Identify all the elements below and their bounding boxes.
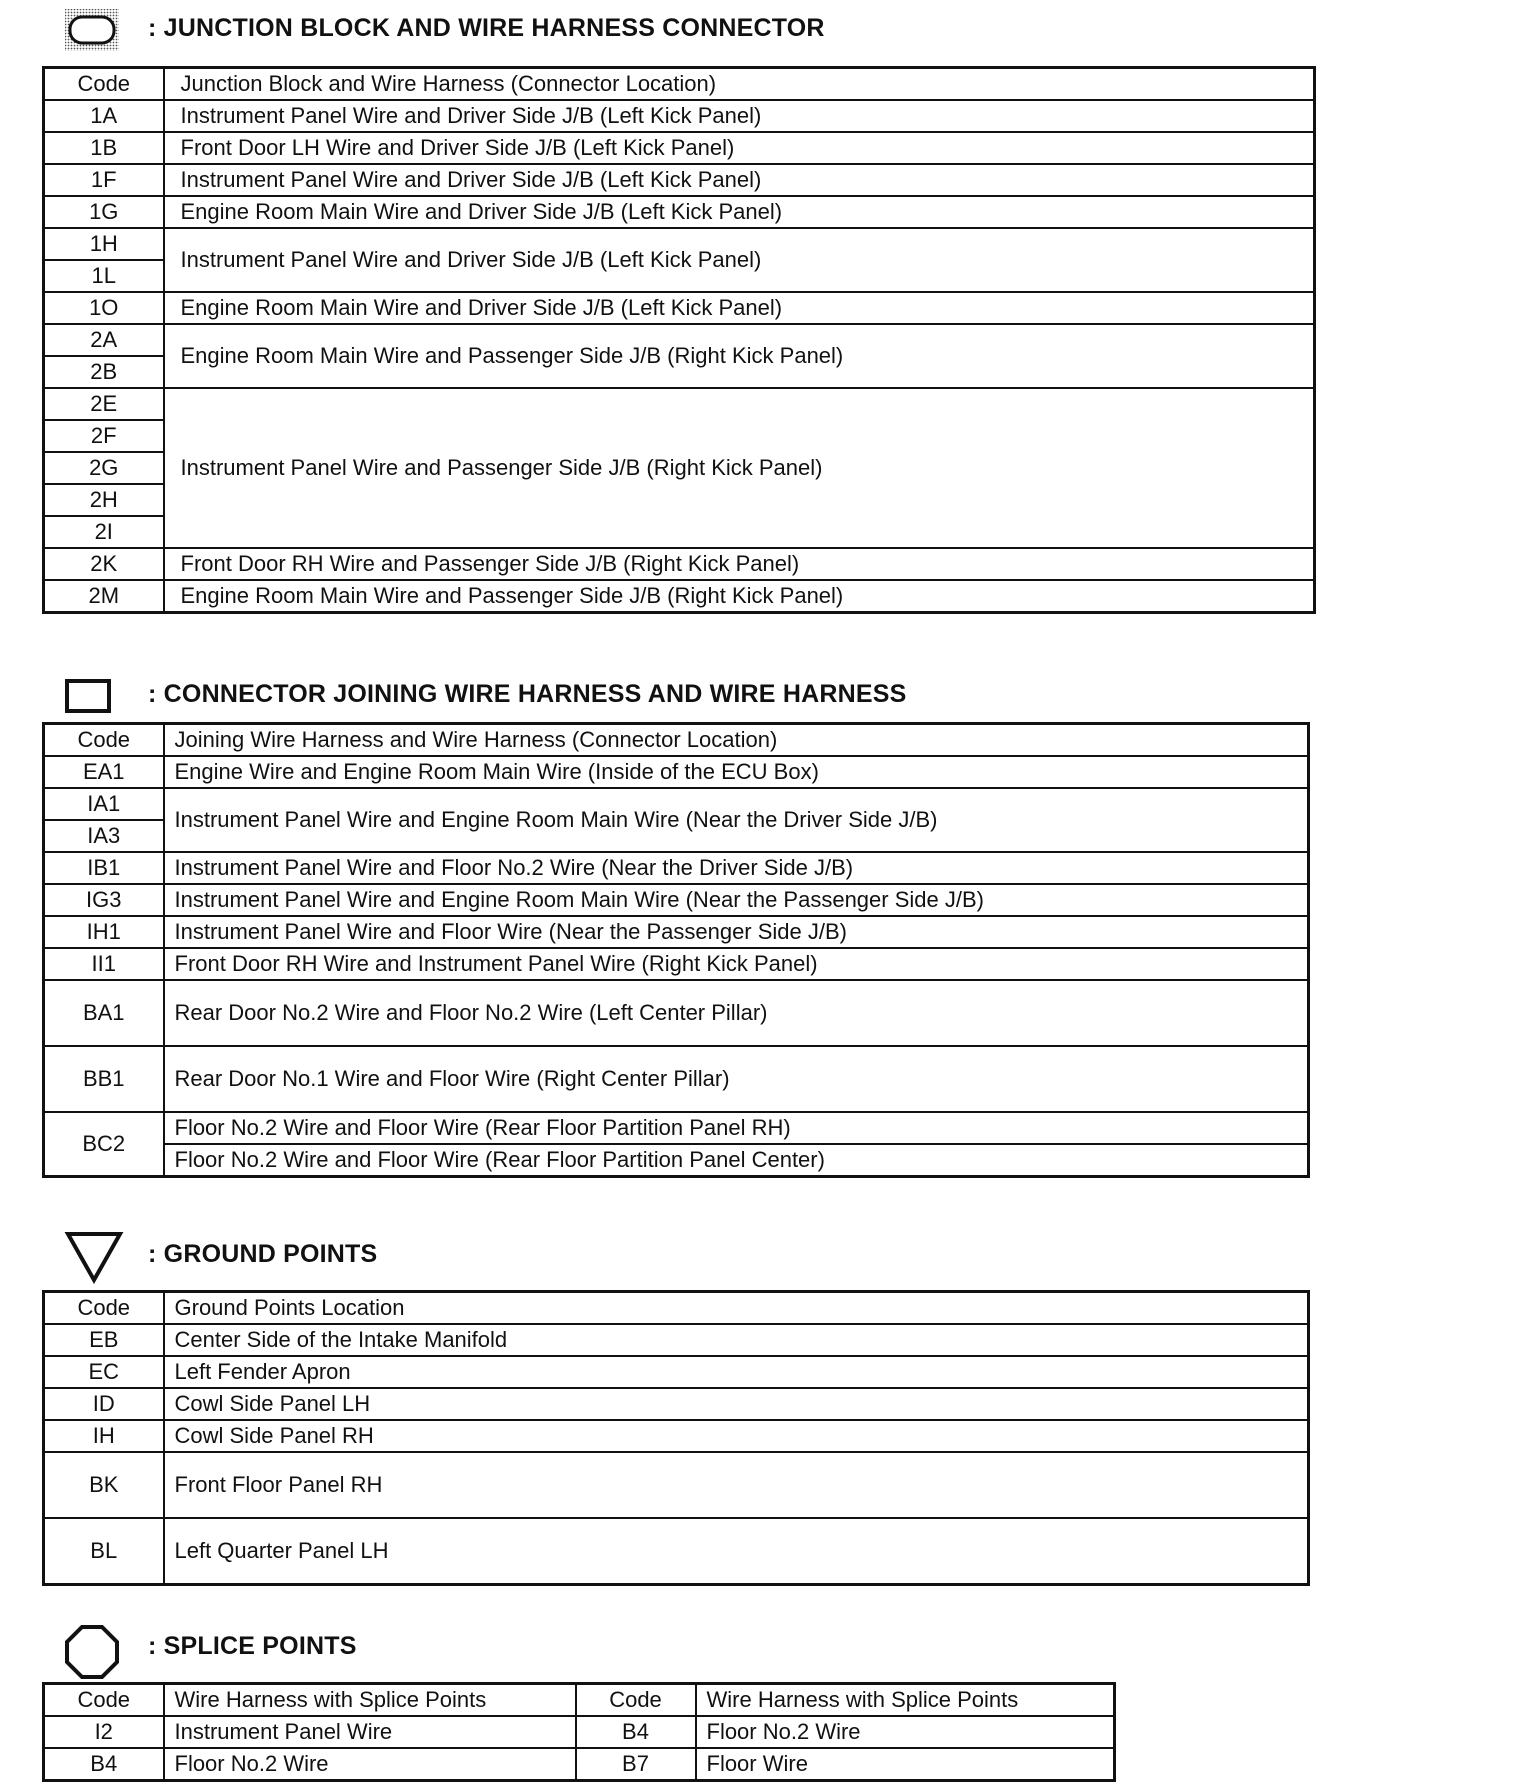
desc-cell: Rear Door No.2 Wire and Floor No.2 Wire (Left Center Pillar) xyxy=(164,980,1309,1046)
desc-cell: Engine Room Main Wire and Passenger Side J/B (Right Kick Panel) xyxy=(164,580,1315,613)
code-cell: 2F xyxy=(44,420,164,452)
code-cell: BA1 xyxy=(44,980,164,1046)
desc-cell: Instrument Panel Wire and Floor Wire (Near the Passenger Side J/B) xyxy=(164,916,1309,948)
table-row xyxy=(44,1112,1309,1144)
table-row xyxy=(44,1388,1309,1420)
desc-cell: Engine Room Main Wire and Passenger Side J/B (Right Kick Panel) xyxy=(164,324,1315,388)
code-cell: BL xyxy=(44,1518,164,1585)
connector-joining-table xyxy=(42,722,1310,1178)
code-cell: I2 xyxy=(44,1716,164,1748)
splice-octagon-icon xyxy=(64,1624,120,1680)
section-title: : JUNCTION BLOCK AND WIRE HARNESS CONNECTOR xyxy=(148,14,825,42)
header-desc: Wire Harness with Splice Points xyxy=(164,1684,576,1717)
table-row xyxy=(44,1518,1309,1585)
header-code: Code xyxy=(44,724,164,757)
desc-cell: Left Fender Apron xyxy=(164,1356,1309,1388)
table-row xyxy=(44,1420,1309,1452)
header-desc: Wire Harness with Splice Points xyxy=(696,1684,1115,1717)
code-cell: 2A xyxy=(44,324,164,356)
desc-cell: Instrument Panel Wire and Driver Side J/B (Left Kick Panel) xyxy=(164,164,1315,196)
table-header-row xyxy=(44,1292,1309,1325)
desc-cell: Instrument Panel Wire and Passenger Side J/B (Right Kick Panel) xyxy=(164,388,1315,548)
code-cell: 2K xyxy=(44,548,164,580)
table-row xyxy=(44,388,1315,420)
table-row xyxy=(44,580,1315,613)
desc-cell: Floor No.2 Wire and Floor Wire (Rear Floor Partition Panel Center) xyxy=(164,1144,1309,1177)
code-cell: II1 xyxy=(44,948,164,980)
connector-square-icon xyxy=(64,678,112,714)
desc-cell: Instrument Panel Wire and Engine Room Main Wire (Near the Driver Side J/B) xyxy=(164,788,1309,852)
table-row xyxy=(44,1144,1309,1177)
desc-cell: Center Side of the Intake Manifold xyxy=(164,1324,1309,1356)
code-cell: 1O xyxy=(44,292,164,324)
section-title: : SPLICE POINTS xyxy=(148,1632,357,1660)
table-row xyxy=(44,548,1315,580)
code-cell: 2I xyxy=(44,516,164,548)
code-cell: IH1 xyxy=(44,916,164,948)
section-title: : GROUND POINTS xyxy=(148,1240,378,1268)
code-cell: B4 xyxy=(44,1748,164,1781)
table-row xyxy=(44,1716,1115,1748)
code-cell: 1G xyxy=(44,196,164,228)
code-cell: 2E xyxy=(44,388,164,420)
desc-cell: Front Door LH Wire and Driver Side J/B (Left Kick Panel) xyxy=(164,132,1315,164)
splice-points-table xyxy=(42,1682,1116,1782)
table-row xyxy=(44,292,1315,324)
table-row xyxy=(44,980,1309,1046)
code-cell: 2G xyxy=(44,452,164,484)
desc-cell: Engine Wire and Engine Room Main Wire (Inside of the ECU Box) xyxy=(164,756,1309,788)
table-header-row xyxy=(44,68,1315,101)
table-row xyxy=(44,1046,1309,1112)
code-cell: 2M xyxy=(44,580,164,613)
code-cell: ID xyxy=(44,1388,164,1420)
desc-cell: Instrument Panel Wire and Driver Side J/B (Left Kick Panel) xyxy=(164,228,1315,292)
table-row xyxy=(44,788,1309,820)
table-row xyxy=(44,1324,1309,1356)
table-row xyxy=(44,1356,1309,1388)
code-cell: IA3 xyxy=(44,820,164,852)
code-cell: B4 xyxy=(576,1716,696,1748)
desc-cell: Cowl Side Panel LH xyxy=(164,1388,1309,1420)
code-cell: 2H xyxy=(44,484,164,516)
junction-block-table xyxy=(42,66,1316,614)
table-row xyxy=(44,1748,1115,1781)
table-row xyxy=(44,196,1315,228)
header-desc: Junction Block and Wire Harness (Connector Location) xyxy=(164,68,1315,101)
table-row xyxy=(44,756,1309,788)
header-code: Code xyxy=(44,1684,164,1717)
code-cell: 1H xyxy=(44,228,164,260)
desc-cell: Instrument Panel Wire and Floor No.2 Wire (Near the Driver Side J/B) xyxy=(164,852,1309,884)
header-desc: Ground Points Location xyxy=(164,1292,1309,1325)
table-row xyxy=(44,884,1309,916)
table-header-row xyxy=(44,1684,1115,1717)
desc-cell: Cowl Side Panel RH xyxy=(164,1420,1309,1452)
desc-cell: Front Door RH Wire and Instrument Panel Wire (Right Kick Panel) xyxy=(164,948,1309,980)
desc-cell: Floor No.2 Wire and Floor Wire (Rear Floor Partition Panel RH) xyxy=(164,1112,1309,1144)
header-desc: Joining Wire Harness and Wire Harness (Connector Location) xyxy=(164,724,1309,757)
table-row xyxy=(44,228,1315,260)
code-cell: 1L xyxy=(44,260,164,292)
header-code: Code xyxy=(44,68,164,101)
ground-triangle-icon xyxy=(64,1230,124,1284)
code-cell: IH xyxy=(44,1420,164,1452)
code-cell: BC2 xyxy=(44,1112,164,1177)
desc-cell: Front Floor Panel RH xyxy=(164,1452,1309,1518)
desc-cell: Engine Room Main Wire and Driver Side J/B (Left Kick Panel) xyxy=(164,196,1315,228)
code-cell: BK xyxy=(44,1452,164,1518)
code-cell: B7 xyxy=(576,1748,696,1781)
table-row xyxy=(44,324,1315,356)
code-cell: IA1 xyxy=(44,788,164,820)
desc-cell: Instrument Panel Wire and Driver Side J/B (Left Kick Panel) xyxy=(164,100,1315,132)
table-row xyxy=(44,948,1309,980)
code-cell: EB xyxy=(44,1324,164,1356)
desc-cell: Floor Wire xyxy=(696,1748,1115,1781)
ground-points-table xyxy=(42,1290,1310,1586)
section-title: : CONNECTOR JOINING WIRE HARNESS AND WIRE HARNESS xyxy=(148,680,907,708)
desc-cell: Engine Room Main Wire and Driver Side J/B (Left Kick Panel) xyxy=(164,292,1315,324)
table-row xyxy=(44,164,1315,196)
code-cell: EC xyxy=(44,1356,164,1388)
header-code: Code xyxy=(44,1292,164,1325)
table-row xyxy=(44,132,1315,164)
desc-cell: Instrument Panel Wire xyxy=(164,1716,576,1748)
desc-cell: Floor No.2 Wire xyxy=(164,1748,576,1781)
code-cell: 1B xyxy=(44,132,164,164)
table-row xyxy=(44,916,1309,948)
code-cell: EA1 xyxy=(44,756,164,788)
junction-block-icon xyxy=(64,8,120,52)
desc-cell: Left Quarter Panel LH xyxy=(164,1518,1309,1585)
header-code: Code xyxy=(576,1684,696,1717)
desc-cell: Front Door RH Wire and Passenger Side J/B (Right Kick Panel) xyxy=(164,548,1315,580)
desc-cell: Floor No.2 Wire xyxy=(696,1716,1115,1748)
desc-cell: Instrument Panel Wire and Engine Room Main Wire (Near the Passenger Side J/B) xyxy=(164,884,1309,916)
desc-cell: Rear Door No.1 Wire and Floor Wire (Right Center Pillar) xyxy=(164,1046,1309,1112)
code-cell: IB1 xyxy=(44,852,164,884)
code-cell: BB1 xyxy=(44,1046,164,1112)
code-cell: 1F xyxy=(44,164,164,196)
code-cell: IG3 xyxy=(44,884,164,916)
code-cell: 2B xyxy=(44,356,164,388)
table-header-row xyxy=(44,724,1309,757)
table-row xyxy=(44,1452,1309,1518)
table-row xyxy=(44,852,1309,884)
table-row xyxy=(44,100,1315,132)
code-cell: 1A xyxy=(44,100,164,132)
